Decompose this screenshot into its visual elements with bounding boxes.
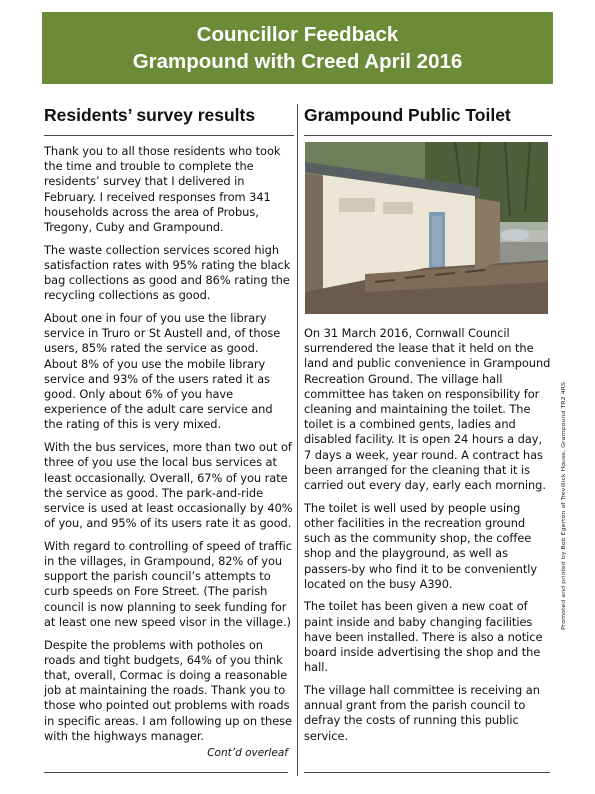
heading-divider [44, 135, 294, 136]
toilet-heading: Grampound Public Toilet [304, 105, 511, 125]
survey-paragraph: With the bus services, more than two out of three of you use the local bus services at least occasionally. Overall, 67% of you rate the service as good. The park-and-ride service is used at least occasionally by 40% of you, and 95% of its users rate it as good. [44, 440, 293, 531]
survey-heading: Residents’ survey results [44, 105, 256, 125]
survey-paragraph: Thank you to all those residents who took the time and trouble to complete the residents’ survey that I delivered in February. I received responses from 341 households across the area of Probus, Tregony, Cuby and Grampound. [44, 144, 281, 235]
survey-paragraph: Despite the problems with potholes on roads and tight budgets, 64% of you think that, overall, Cormac is doing a reasonable job at maintaining the roads. Thank you to those who pointed out problems with roads in specific areas. I am following up on these with the highways manager. [44, 637, 293, 743]
public-toilet-column [304, 104, 552, 751]
imprint-text: Promoted and printed by Bob Egerton of Trevillick House, Grampound TR2 4RS [561, 409, 567, 630]
banner-subtitle: Grampound with Creed April 2016 [132, 50, 463, 73]
imprint-notice [556, 380, 568, 630]
toilet-paragraph: On 31 March 2016, Cornwall Council surrendered the lease that it held on the land and public convenience in Grampound Recreation Ground. The village hall committee has taken on responsibility for cleaning and maintaining the toilet. The toilet is a combined gents, ladies and disabled facility. It is open 24 hours a day, 7 days a week, year round. A contract has been arranged for the cleaning that it is carried out every day, early each morning. [304, 326, 551, 493]
toilet-paragraph: The village hall committee is receiving an annual grant from the parish council to defray the costs of running this public service. [304, 682, 540, 743]
survey-paragraph: About one in four of you use the library service in Truro or St Austell and, of those users, 85% rated the service as good. About 8% of you use the mobile library service and 93% of the users rated it as good. Only about 6% of you have experience of the adult care service and the rating of this is very mixed. [44, 311, 281, 432]
continued-note: Cont’d overleaf [207, 746, 288, 759]
header-banner [42, 12, 553, 84]
survey-results-column [44, 104, 294, 759]
toilet-paragraph: The toilet is well used by people using other facilities in the recreation ground such as the community shop, the coffee shop and the playground, as well as passers-by who find it to be conveniently located on the busy A390. [304, 500, 538, 591]
footer-rule-left [44, 772, 288, 773]
heading-divider [304, 135, 552, 136]
toilet-paragraph: The toilet has been given a new coat of paint inside and baby changing facilities have been installed. There is also a notice board inside advertising the shop and the hall. [304, 599, 543, 675]
public-toilet-building-photo [305, 142, 548, 314]
survey-paragraph: With regard to controlling of speed of traffic in the villages, in Grampound, 82% of you support the parish council’s attempts to curb speeds on Fore Street. (The parish council is now planning to seek funding for at least one new speed visor in the village.) [44, 538, 292, 629]
banner-title: Councillor Feedback [196, 23, 399, 46]
column-divider [297, 104, 298, 776]
survey-paragraph: The waste collection services scored high satisfaction rates with 95% rating the black bag collections as good and 86% rating the recycling collections as good. [44, 242, 291, 303]
footer-rule-right [304, 772, 550, 773]
